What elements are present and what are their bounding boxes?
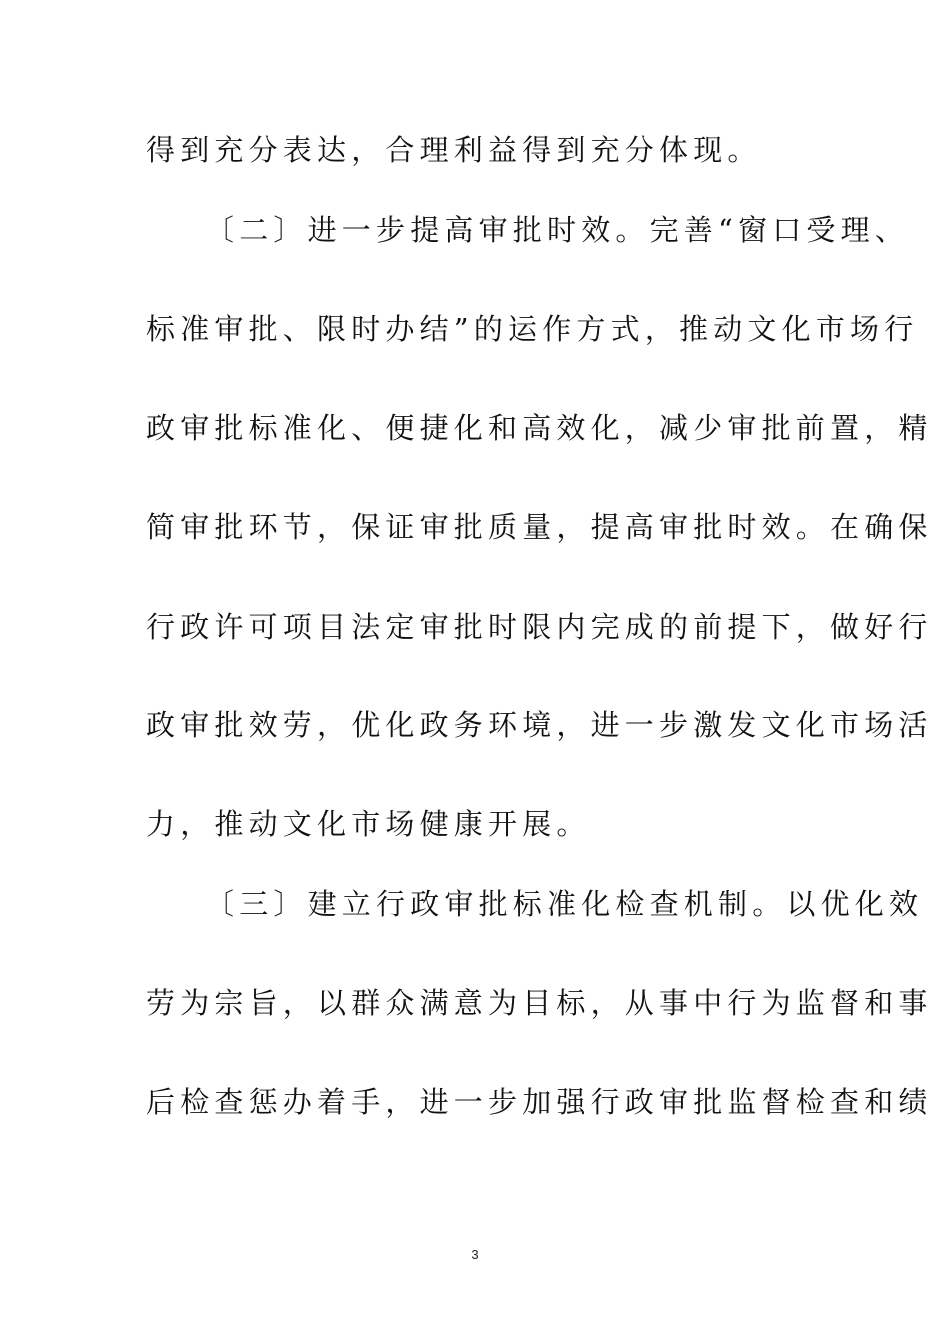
text-line: 后检查惩办着手，进一步加强行政审批监督检查和绩	[146, 1085, 933, 1119]
text-line: 力，推动文化市场健康开展。	[146, 807, 591, 841]
text-line: 政审批标准化、便捷化和高效化，减少审批前置，精	[146, 411, 933, 445]
text-line: 标准审批、限时办结”的运作方式，推动文化市场行	[146, 312, 919, 346]
paragraph-heading-3: 〔三〕建立行政审批标准化检查机制。以优化效	[205, 887, 924, 921]
paragraph-heading-2: 〔二〕进一步提高审批时效。完善“窗口受理、	[205, 213, 910, 247]
text-line: 行政许可项目法定审批时限内完成的前提下，做好行	[146, 610, 933, 644]
page-number: 3	[471, 1247, 479, 1262]
text-line: 政审批效劳，优化政务环境，进一步激发文化市场活	[146, 708, 933, 742]
text-line: 简审批环节，保证审批质量，提高审批时效。在确保	[146, 510, 933, 544]
text-line: 得到充分表达，合理利益得到充分体现。	[146, 133, 762, 167]
text-line: 劳为宗旨，以群众满意为目标，从事中行为监督和事	[146, 986, 933, 1020]
